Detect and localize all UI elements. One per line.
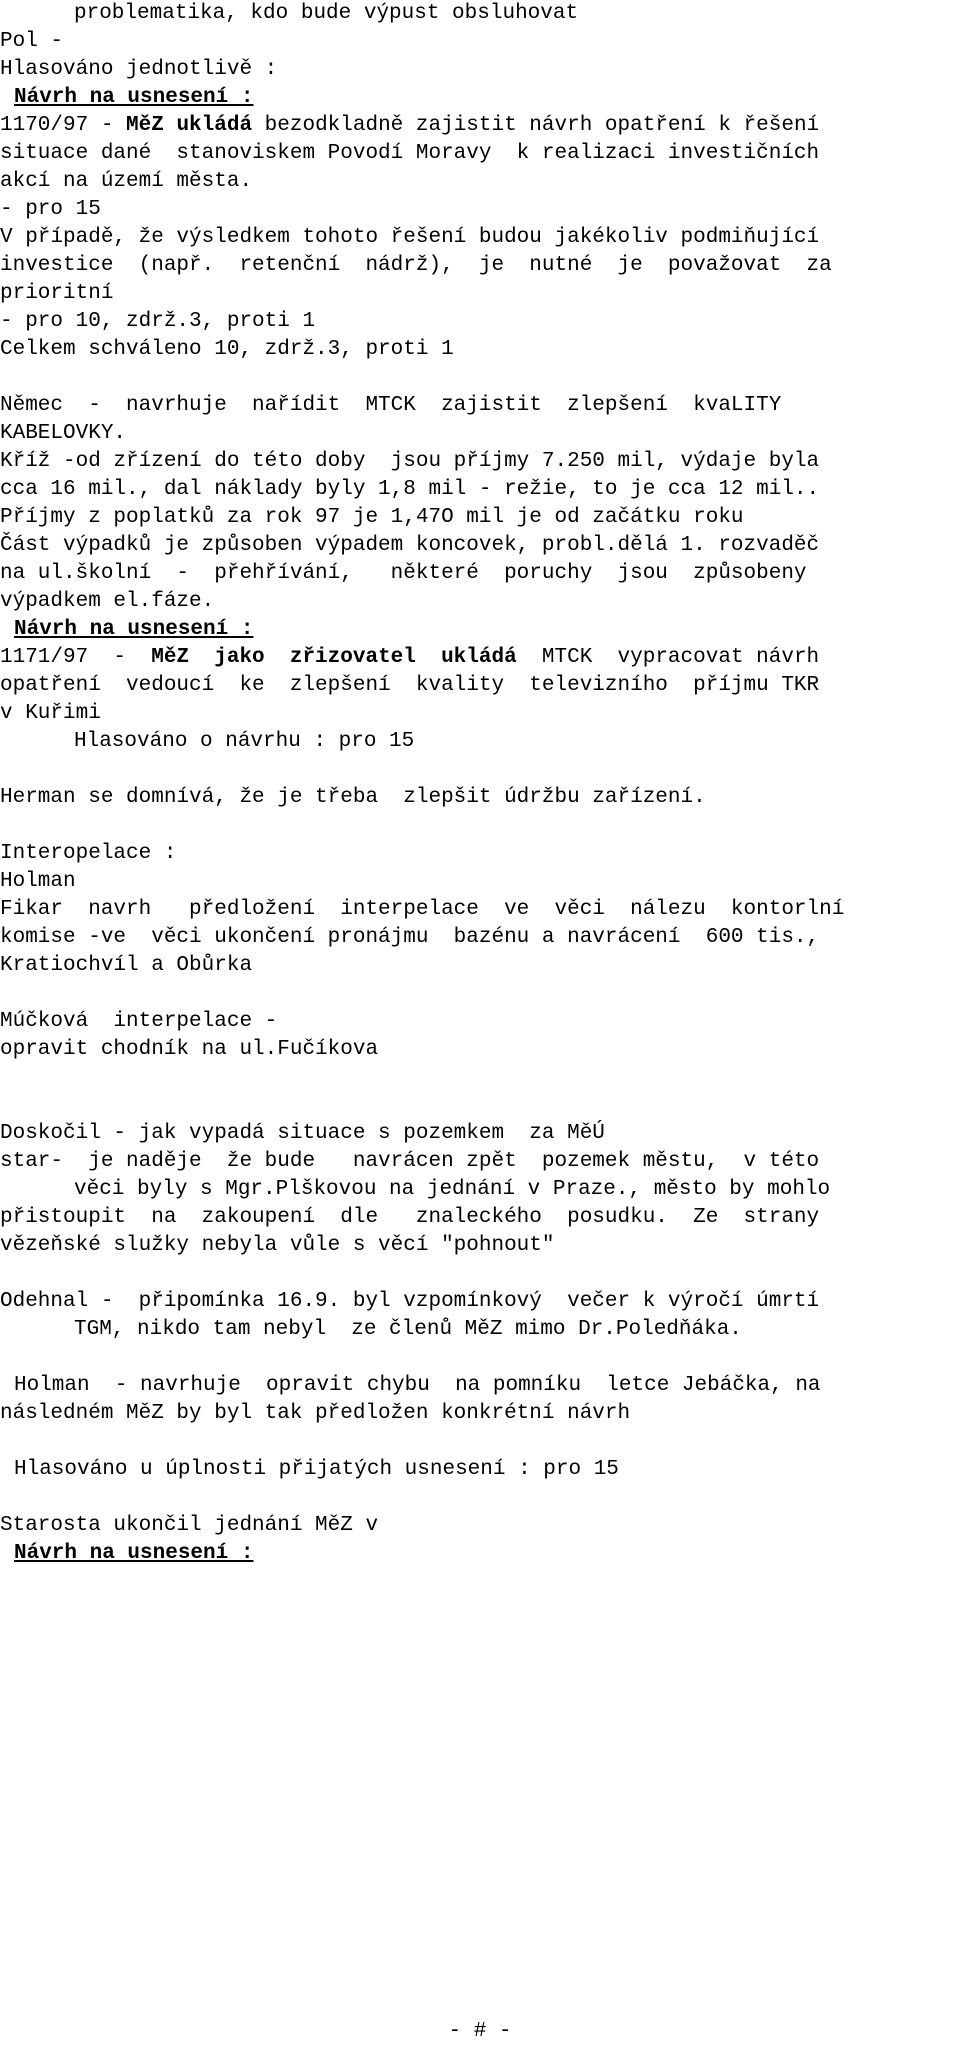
resolution-number: 1171/97 - (0, 646, 152, 669)
text-line: Příjmy z poplatků za rok 97 je 1,47O mil je od začátku roku (0, 506, 744, 529)
text-line: Hlasováno jednotlivě : (0, 58, 278, 81)
text-line: komise -ve věci ukončení pronájmu bazénu a navrácení 600 tis., (0, 926, 820, 949)
resolution-heading (14, 616, 958, 644)
text-line: Múčková interpelace - (0, 1010, 278, 1033)
text-line: Holman (0, 870, 76, 893)
text-line: opatření vedoucí ke zlepšení kvality televizního příjmu TKR (0, 674, 820, 697)
text-line: výpadkem el.fáze. (0, 590, 215, 613)
text-line: Odehnal - připomínka 16.9. byl vzpomínkový večer k výročí úmrtí (0, 1290, 820, 1313)
text-line: - pro 10, zdrž.3, proti 1 (0, 310, 316, 333)
text-line: investice (např. retenční nádrž), je nutné je považovat za (0, 254, 832, 277)
text-line: Doskočil - jak vypadá situace s pozemkem za MěÚ (0, 1122, 605, 1145)
text-line: V případě, že výsledkem tohoto řešení budou jakékoliv podmiňující (0, 226, 820, 249)
text-line: akcí na území města. (0, 170, 253, 193)
text-line: přistoupit na zakoupení dle znaleckého posudku. Ze strany (0, 1206, 820, 1229)
text-line (0, 112, 960, 140)
resolution-heading (14, 1540, 958, 1568)
text-line: KABELOVKY. (0, 422, 127, 445)
resolution-heading-text: Návrh na usnesení : (14, 1542, 254, 1565)
text-line: věci byly s Mgr.Plškovou na jednání v Praze., město by mohlo (74, 1178, 831, 1201)
resolution-heading (14, 84, 958, 112)
text-line: opravit chodník na ul.Fučíkova (0, 1038, 379, 1061)
text-line: následném MěZ by byl tak předložen konkrétní návrh (0, 1402, 631, 1425)
resolution-subject: MěZ ukládá (126, 114, 253, 137)
text-line: cca 16 mil., dal náklady byly 1,8 mil - režie, to je cca 12 mil.. (0, 478, 820, 501)
resolution-subject: MěZ jako zřizovatel ukládá (151, 646, 517, 669)
text-line: Hlasováno u úplnosti přijatých usnesení : pro 15 (14, 1458, 619, 1481)
text-line: Starosta ukončil jednání MěZ v (0, 1514, 379, 1537)
text-line: TGM, nikdo tam nebyl ze členů MěZ mimo Dr.Poledňáka. (74, 1318, 742, 1341)
text-line: problematika, kdo bude výpust obsluhovat (74, 2, 579, 25)
text-line: Hlasováno o návrhu : pro 15 (74, 730, 415, 753)
resolution-heading-text: Návrh na usnesení : (14, 618, 254, 641)
resolution-text: bezodkladně zajistit návrh opatření k řešení (252, 114, 820, 137)
text-line: Kratiochvíl a Obůrka (0, 954, 253, 977)
text-line: Holman - navrhuje opravit chybu na pomníku letce Jebáčka, na (14, 1374, 821, 1397)
text-line: - pro 15 (0, 198, 101, 221)
text-line: na ul.školní - přehřívání, některé poruchy jsou způsobeny (0, 562, 807, 585)
resolution-number: 1170/97 - (0, 114, 127, 137)
text-line: prioritní (0, 282, 114, 305)
text-line: vězeňské služky nebyla vůle s věcí "pohnout" (0, 1234, 555, 1257)
text-line: v Kuřimi (0, 702, 101, 725)
text-line: Část výpadků je způsoben výpadem koncovek, probl.dělá 1. rozvaděč (0, 534, 820, 557)
resolution-text: MTCK vypracovat návrh (516, 646, 820, 669)
text-line: Pol - (0, 30, 64, 53)
text-line: Němec - navrhuje nařídit MTCK zajistit zlepšení kvaLITY (0, 394, 782, 417)
page-footer: - # - (448, 2020, 512, 2043)
text-line: Herman se domnívá, že je třeba zlepšit údržbu zařízení. (0, 786, 706, 809)
text-line: Interopelace : (0, 842, 177, 865)
resolution-heading-text: Návrh na usnesení : (14, 86, 254, 109)
text-line (0, 644, 960, 672)
text-line: Fikar navrh předložení interpelace ve věci nálezu kontorlní (0, 898, 845, 921)
text-line: situace dané stanoviskem Povodí Moravy k realizaci investičních (0, 142, 820, 165)
text-line: star- je naděje že bude navrácen zpět pozemek městu, v této (0, 1150, 820, 1173)
text-line: Kříž -od zřízení do této doby jsou příjmy 7.250 mil, výdaje byla (0, 450, 820, 473)
text-line: Celkem schváleno 10, zdrž.3, proti 1 (0, 338, 454, 361)
